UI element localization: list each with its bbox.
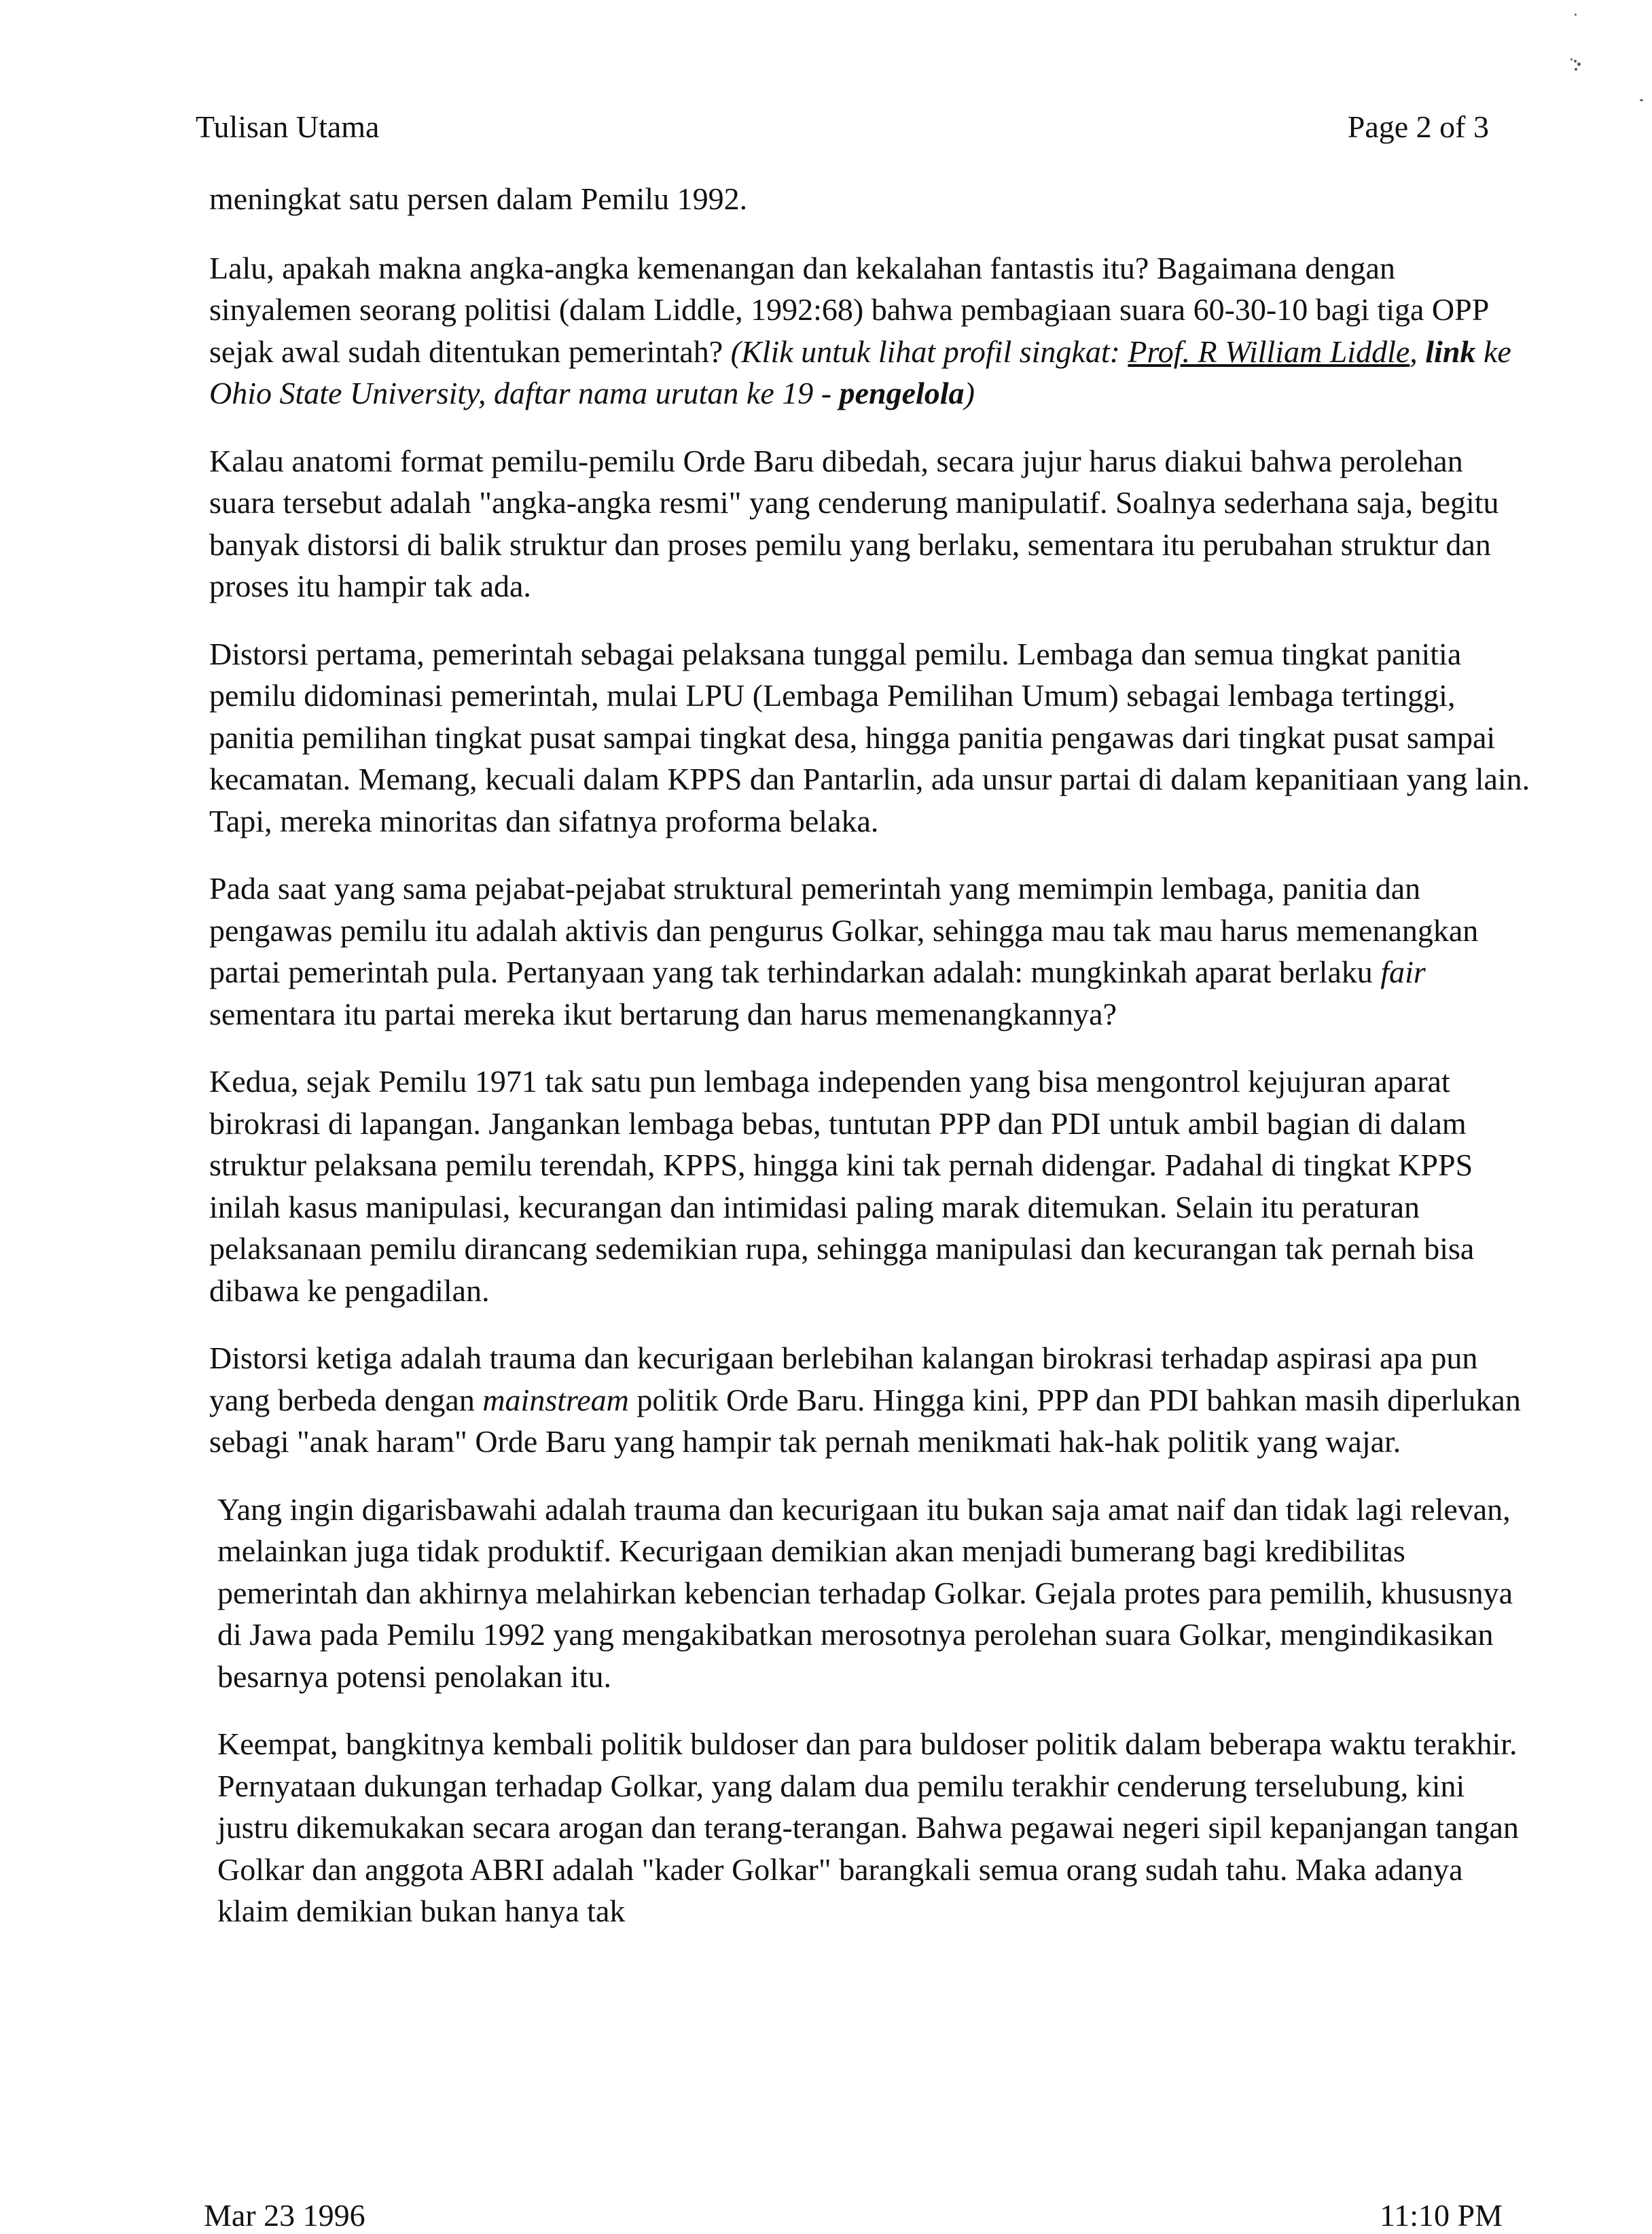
footer-time: 11:10 PM	[1379, 2198, 1503, 2233]
scan-speck	[1575, 68, 1577, 71]
document-title: Tulisan Utama	[196, 109, 380, 144]
paragraph-7-italic: mainstream	[482, 1382, 629, 1417]
paragraph-5-italic: fair	[1380, 955, 1426, 989]
scan-speck	[1574, 60, 1577, 63]
paragraph-6: Kedua, sejak Pemilu 1971 tak satu pun lembaga independen yang bisa mengontrol kejujuran aparat birokrasi di lapangan. Jangankan lembaga bebas, tuntutan PPP dan PDI untuk ambil bagian di dalam struktur pelaksana pemilu terendah, KPPS, hingga kini tak pernah didengar. Padahal di tingkat KPPS inilah kasus manipulasi, kecurangan dan intimidasi paling marak ditemukan. Selain itu peraturan pelaksanaan pemilu dirancang sedemikian rupa, sehingga manipulasi dan kecurangan tak pernah bisa dibawa ke pengadilan.	[209, 1064, 1475, 1308]
paragraph-2-text: Lalu, apakah makna angka-angka kemenangan dan kekalahan fantastis itu? Bagaimana dengan sinyalemen seorang politisi (dalam Liddle, 1992:68) bahwa pembagiaan suara 60-30-10 bagi tiga OPP sejak awal sudah ditentukan pemerintah?	[209, 250, 1488, 369]
profile-note-close: )	[964, 376, 975, 410]
profile-note-rest: ke Ohio State University, daftar nama urutan ke 19 -	[209, 334, 1511, 410]
link-label: link	[1425, 334, 1476, 369]
pengelola-label: pengelola	[839, 376, 965, 410]
paragraph-1: meningkat satu persen dalam Pemilu 1992.	[209, 181, 748, 216]
liddle-profile-link[interactable]: Prof. R William Liddle	[1128, 334, 1410, 369]
profile-note-open: (Klik untuk lihat profil singkat:	[730, 334, 1128, 369]
paragraph-7	[209, 1337, 1534, 1463]
paragraph-2	[209, 247, 1534, 414]
article-body	[209, 178, 1534, 1932]
paragraph-7-after: politik Orde Baru. Hingga kini, PPP dan PDI bahkan masih diperlukan sebagi "anak haram" Orde Baru yang hampir tak pernah menikmati hak-hak politik yang wajar.	[209, 1382, 1521, 1459]
paragraph-5-before: Pada saat yang sama pejabat-pejabat struktural pemerintah yang memimpin lembaga, panitia dan pengawas pemilu itu adalah aktivis dan pengurus Golkar, sehingga mau tak mau harus memenangkan partai pemerintah pula. Pertanyaan yang tak terhindarkan adalah: mungkinkah aparat berlaku	[209, 871, 1479, 989]
paragraph-5-after: sementara itu partai mereka ikut bertarung dan harus memenangkannya?	[209, 996, 1117, 1031]
scan-speck	[1575, 14, 1577, 16]
paragraph-7-before: Distorsi ketiga adalah trauma dan kecurigaan berlebihan kalangan birokrasi terhadap aspirasi apa pun yang berbeda dengan	[209, 1341, 1478, 1417]
footer-date: Mar 23 1996	[204, 2198, 365, 2233]
paragraph-8: Yang ingin digarisbawahi adalah trauma dan kecurigaan itu bukan saja amat naif dan tidak lagi relevan, melainkan juga tidak produktif. Kecurigaan demikian akan menjadi bumerang bagi kredibilitas pemerintah dan akhirnya melahirkan kebencian terhadap Golkar. Gejala protes para pemilih, khususnya di Jawa pada Pemilu 1992 yang mengakibatkan merosotnya perolehan suara Golkar, mengindikasikan besarnya potensi penolakan itu.	[217, 1491, 1513, 1694]
paragraph-3: Kalau anatomi format pemilu-pemilu Orde Baru dibedah, secara jujur harus diakui bahwa perolehan suara tersebut adalah "angka-angka resmi" yang cenderung manipulatif. Soalnya sederhana saja, begitu banyak distorsi di balik struktur dan proses pemilu yang berlaku, sementara itu perubahan struktur dan proses itu hampir tak ada.	[209, 443, 1499, 603]
scan-speck	[1577, 63, 1581, 66]
paragraph-4: Distorsi pertama, pemerintah sebagai pelaksana tunggal pemilu. Lembaga dan semua tingkat panitia pemilu didominasi pemerintah, mulai LPU (Lembaga Pemilihan Umum) sebagai lembaga tertinggi, panitia pemilihan tingkat pusat sampai tingkat desa, hingga panitia pengawas dari tingkat pusat sampai kecamatan. Memang, kecuali dalam KPPS dan Pantarlin, ada unsur partai di dalam kepanitiaan yang lain. Tapi, mereka minoritas dan sifatnya proforma belaka.	[209, 636, 1530, 838]
scan-speck	[1640, 99, 1643, 101]
profile-note-comma: ,	[1409, 334, 1426, 369]
paragraph-9: Keempat, bangkitnya kembali politik buldoser dan para buldoser politik dalam beberapa waktu terakhir. Pernyataan dukungan terhadap Golkar, yang dalam dua pemilu terakhir cenderung terselubung, kini justru dikemukakan secara arogan dan terang-terangan. Bahwa pegawai negeri sipil kepanjangan tangan Golkar dan anggota ABRI adalah "kader Golkar" barangkali semua orang sudah tahu. Maka adanya klaim demikian bukan hanya tak	[217, 1726, 1519, 1928]
paragraph-5	[209, 868, 1534, 1035]
scan-speck	[1570, 58, 1573, 60]
page-indicator: Page 2 of 3	[1347, 109, 1489, 144]
